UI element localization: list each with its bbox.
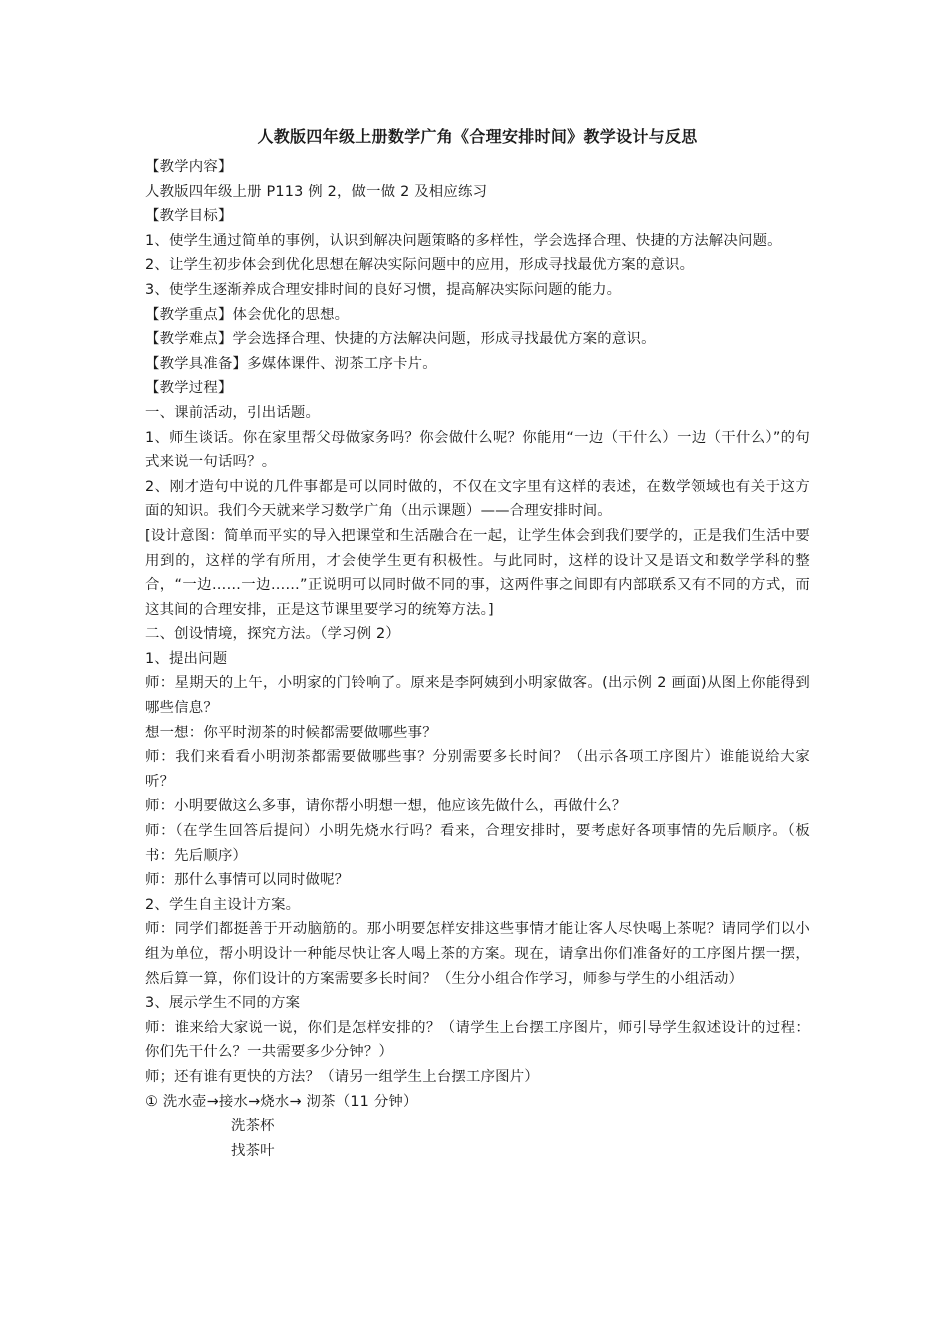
paragraph: 师；还有谁有更快的方法？（请另一组学生上台摆工序图片） — [145, 1068, 539, 1085]
paragraph: 想一想：你平时沏茶的时候都需要做哪些事？ — [145, 724, 437, 741]
paragraph: 一、课前活动，引出话题。 — [145, 404, 321, 421]
paragraph: 师：同学们都挺善于开动脑筋的。那小明要怎样安排这些事情才能让客人尽快喝上茶呢？请同学们以小组为单位，帮小明设计一种能尽快让客人喝上茶的方案。现在，请拿出你们准备好的工序图片摆一摆，然后算一算，你们设计的方案需要多长时间？（生分小组合作学习，师参与学生的小组活动） — [145, 921, 810, 987]
paragraph: 【教学重点】体会优化的思想。 — [145, 306, 350, 323]
paragraph: 人教版四年级上册 P113 例 2，做一做 2 及相应练习 — [145, 183, 488, 200]
paragraph: 师：星期天的上午，小明家的门铃响了。原来是李阿姨到小明家做客。(出示例 2 画面)从图上你能得到哪些信息？ — [145, 675, 810, 717]
paragraph: 师：谁来给大家说一说，你们是怎样安排的？（请学生上台摆工序图片，师引导学生叙述设计的过程：你们先干什么？一共需要多少分钟？） — [145, 1019, 810, 1061]
paragraph: ① 洗水壶→接水→烧水→ 沏茶（11 分钟） — [145, 1093, 418, 1110]
paragraph: 二、创设情境，探究方法。（学习例 2） — [145, 626, 400, 643]
paragraph: 3、使学生逐渐养成合理安排时间的良好习惯，提高解决实际问题的能力。 — [145, 281, 622, 298]
paragraph: 【教学具准备】多媒体课件、沏茶工序卡片。 — [145, 355, 437, 372]
paragraph: 【教学目标】 — [145, 208, 233, 225]
paragraph: 1、师生谈话。你在家里帮父母做家务吗？你会做什么呢？你能用“一边（干什么）一边（干什么）”的句式来说一句话吗？。 — [145, 429, 810, 471]
document-body — [145, 155, 810, 1163]
paragraph: 师：小明要做这么多事，请你帮小明想一想，他应该先做什么，再做什么？ — [145, 798, 627, 815]
paragraph: 2、刚才造句中说的几件事都是可以同时做的，不仅在文字里有这样的表述，在数学领域也有关于这方面的知识。我们今天就来学习数学广角（出示课题）——合理安排时间。 — [145, 478, 810, 520]
paragraph: 师：（在学生回答后提问）小明先烧水行吗？看来，合理安排时，要考虑好各项事情的先后顺序。（板书：先后顺序） — [145, 823, 810, 864]
indented-step: 洗茶杯 — [231, 1118, 275, 1135]
document-title: 人教版四年级上册数学广角《合理安排时间》教学设计与反思 — [257, 127, 698, 146]
indented-step: 找茶叶 — [231, 1142, 275, 1159]
paragraph: 1、提出问题 — [145, 650, 228, 667]
paragraph: 3、展示学生不同的方案 — [145, 995, 301, 1012]
paragraph: [设计意图：简单而平实的导入把课堂和生活融合在一起，让学生体会到我们要学的，正是我们生活中要用到的，这样的学有所用，才会使学生更有积极性。与此同时，这样的设计又是语文和数学学科的整合，“一边……一边……”正说明可以同时做不同的事，这两件事之间即有内部联系又有不同的方式，而这其间的合理安排，正是这节课里要学习的统筹方法。] — [145, 527, 810, 618]
paragraph: 2、学生自主设计方案。 — [145, 896, 301, 913]
paragraph: 【教学内容】 — [145, 159, 233, 175]
paragraph: 1、使学生通过简单的事例，认识到解决问题策略的多样性，学会选择合理、快捷的方法解决问题。 — [145, 232, 782, 249]
paragraph: 【教学过程】 — [145, 380, 233, 397]
paragraph: 【教学难点】学会选择合理、快捷的方法解决问题，形成寻找最优方案的意识。 — [145, 331, 656, 348]
paragraph: 师：我们来看看小明沏茶都需要做哪些事？分别需要多长时间？（出示各项工序图片）谁能说给大家听？ — [145, 749, 810, 790]
document-page — [145, 125, 810, 1163]
paragraph: 师：那什么事情可以同时做呢？ — [145, 872, 350, 889]
paragraph: 2、让学生初步体会到优化思想在解决实际问题中的应用，形成寻找最优方案的意识。 — [145, 257, 695, 274]
